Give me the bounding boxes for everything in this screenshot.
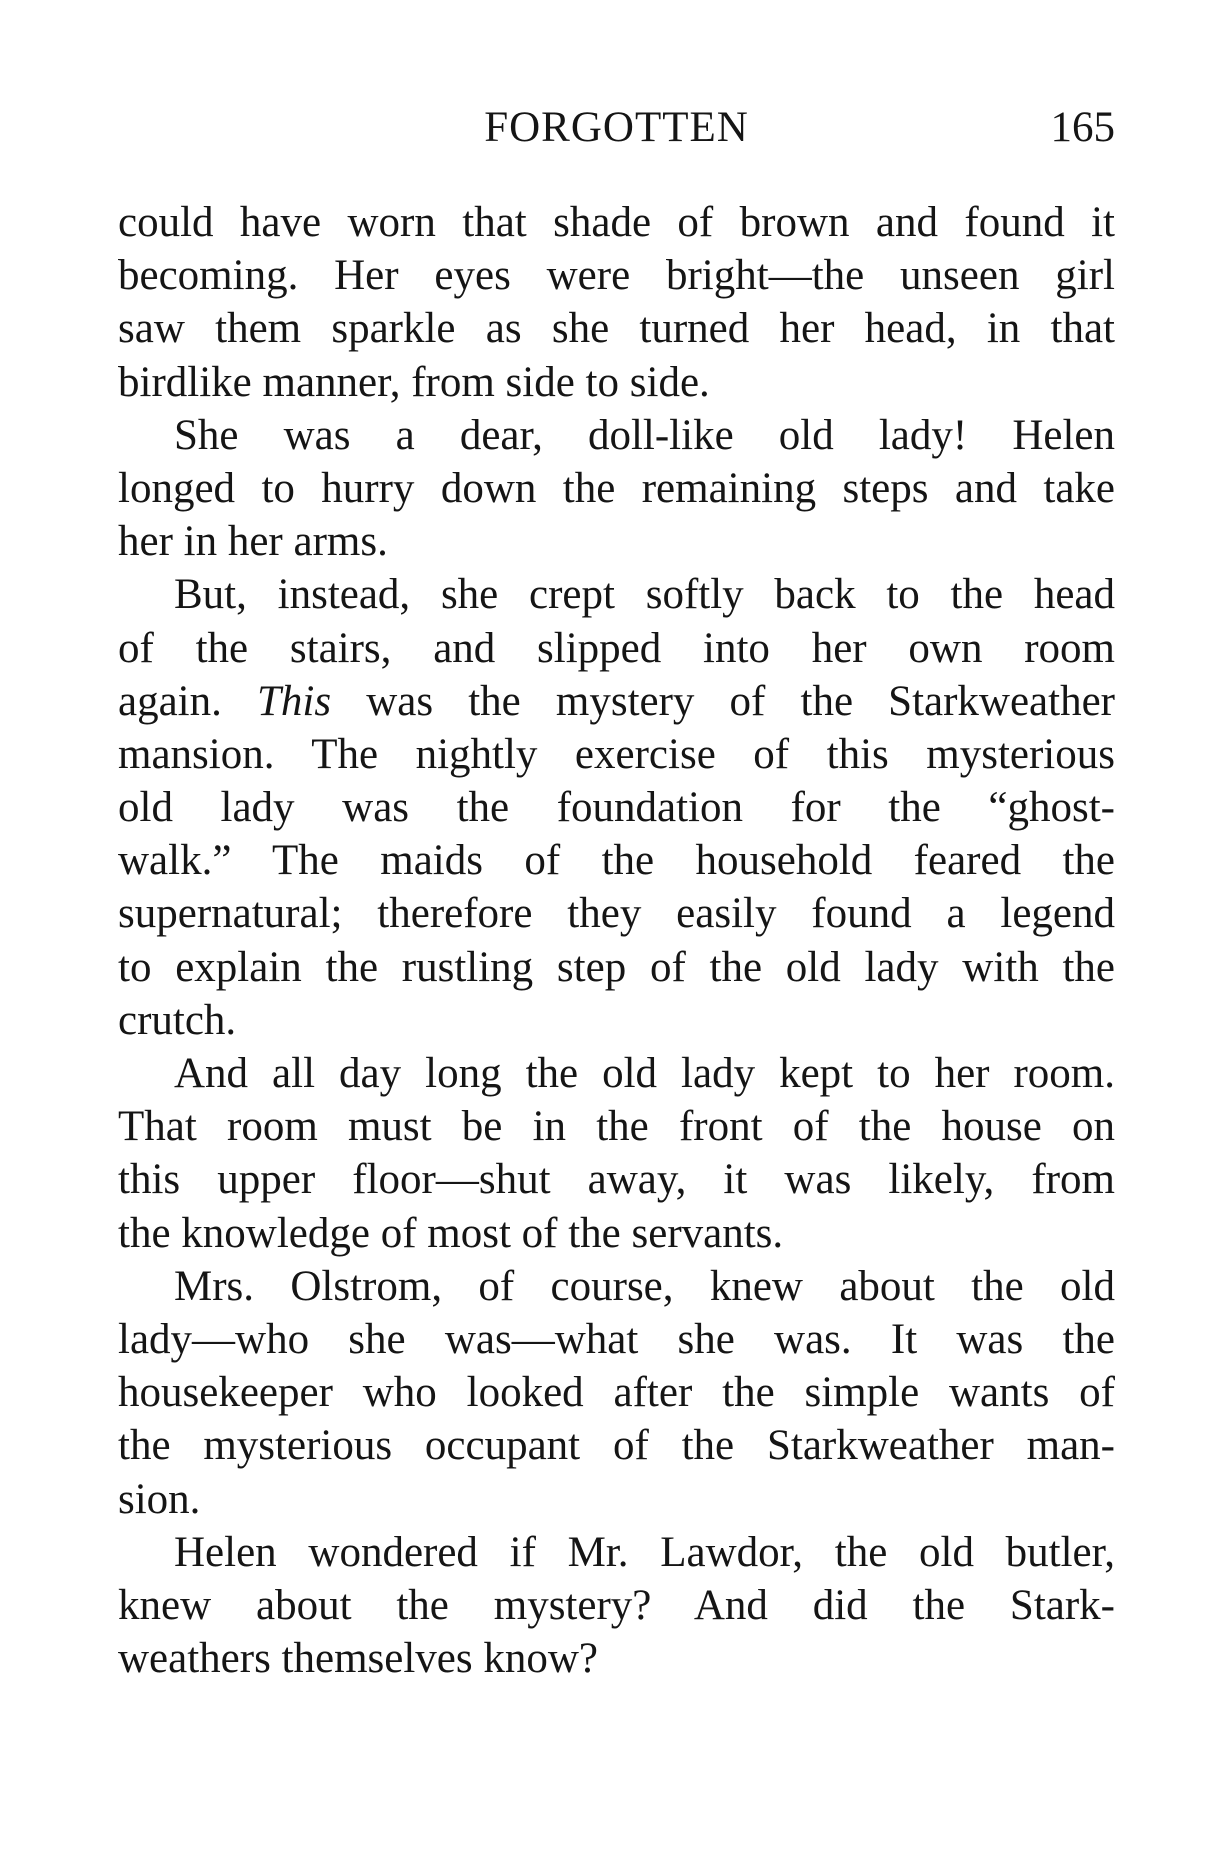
text-line: lady—who she was—what she was. It was the xyxy=(118,1315,1115,1363)
text-line: crutch. xyxy=(118,996,237,1044)
text-line: That room must be in the front of the house on xyxy=(118,1103,1115,1151)
text-line: could have worn that shade of brown and found it xyxy=(118,199,1115,246)
text-line: the mysterious occupant of the Starkweather man- xyxy=(118,1422,1115,1470)
paragraph-first-line: But, instead, she crept softly back to the head xyxy=(174,571,1115,619)
text-line: knew about the mystery? And did the Stark- xyxy=(118,1581,1115,1629)
italic-word: This xyxy=(257,677,332,725)
paragraph-first-line: Helen wondered if Mr. Lawdor, the old butler, xyxy=(174,1528,1115,1576)
paragraph-first-line: She was a dear, doll-like old lady! Helen xyxy=(174,411,1115,459)
text-line: her in her arms. xyxy=(118,518,388,566)
page-number: 165 xyxy=(1050,104,1115,151)
text-line: to explain the rustling step of the old lady with the xyxy=(118,943,1115,991)
text-line: birdlike manner, from side to side. xyxy=(118,358,710,406)
text-line: longed to hurry down the remaining steps and take xyxy=(118,464,1115,512)
paragraph-first-line: Mrs. Olstrom, of course, knew about the old xyxy=(174,1262,1115,1310)
text-line: saw them sparkle as she turned her head, in that xyxy=(118,305,1115,353)
text-line xyxy=(118,675,1115,728)
text-line: this upper floor—shut away, it was likely, from xyxy=(118,1156,1115,1204)
text-line: weathers themselves know? xyxy=(118,1635,599,1683)
text-line: housekeeper who looked after the simple wants of xyxy=(118,1369,1115,1417)
text-line: old lady was the foundation for the “ghost- xyxy=(118,784,1115,832)
text-line: mansion. The nightly exercise of this mysterious xyxy=(118,730,1115,778)
running-title: FORGOTTEN xyxy=(484,104,749,151)
text-span: again. xyxy=(118,677,257,725)
text-span: was the mystery of the Starkweather xyxy=(331,677,1115,725)
text-line: becoming. Her eyes were bright—the unseen girl xyxy=(118,252,1115,300)
text-line: walk.” The maids of the household feared the xyxy=(118,837,1115,885)
text-line: the knowledge of most of the servants. xyxy=(118,1209,784,1257)
paragraph-first-line: And all day long the old lady kept to her room. xyxy=(174,1050,1115,1097)
body-text xyxy=(118,196,1115,1685)
text-line: of the stairs, and slipped into her own room xyxy=(118,624,1115,672)
text-line: sion. xyxy=(118,1475,201,1523)
text-line: supernatural; therefore they easily found a legend xyxy=(118,890,1115,938)
running-head xyxy=(118,98,1115,158)
